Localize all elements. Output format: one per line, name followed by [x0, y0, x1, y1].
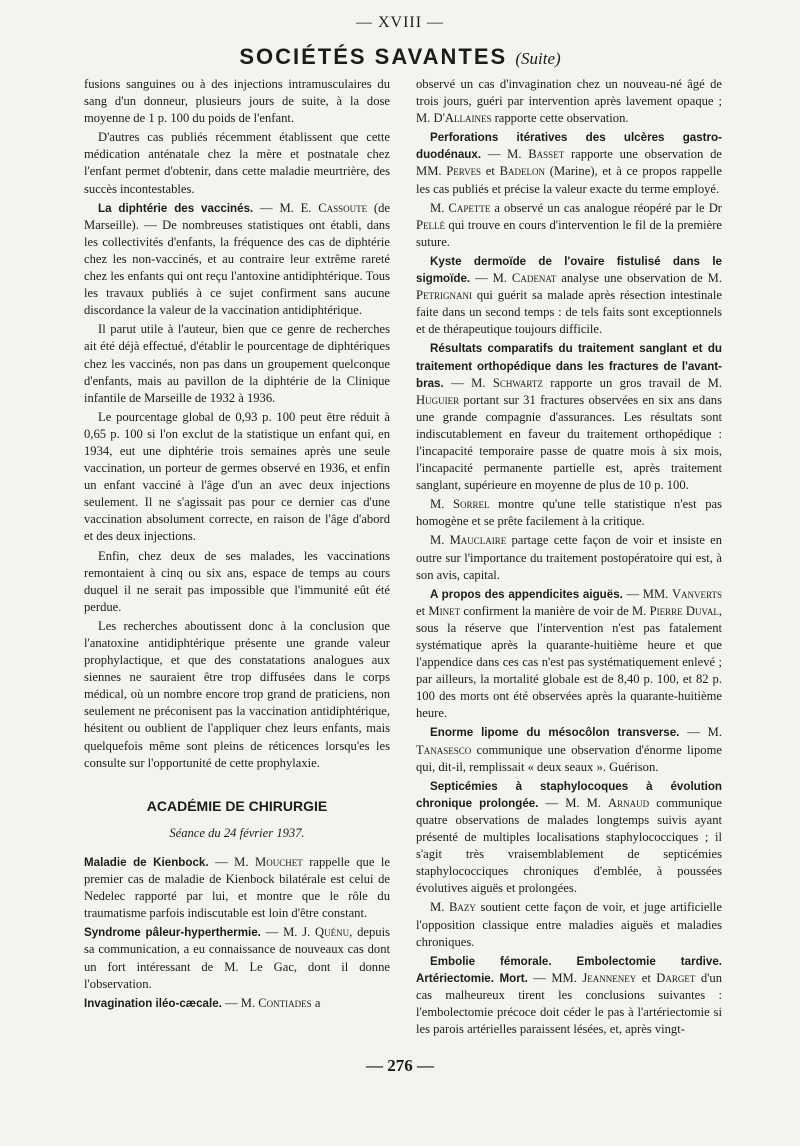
- section-title: La diphtérie des vaccinés.: [98, 201, 254, 215]
- academie-heading: ACADÉMIE DE CHIRURGIE: [146, 797, 328, 814]
- header-suffix: (Suite): [515, 49, 561, 68]
- author-name: Schwartz: [492, 375, 543, 390]
- section-kyste: Kyste dermoïde de l'ovaire fistulisé dans le sigmoïde. — M. Cadenat analyse une observation de M. Petrignani qui guérit sa malade après résection intestinale faite dans un second temps : de tels faits sont exceptionnels et de thérapeutique toujours difficile.: [416, 254, 723, 337]
- paragraph: fusions sanguines ou à des injections intramusculaires du sang d'un donneur, plusieurs jours de suite, à la dose moyenne de 1 p. 100 du poids de l'enfant.: [84, 77, 390, 126]
- section-title: Syndrome pâleur-hyperthermie.: [84, 926, 261, 940]
- author-name: J. Quénu: [302, 925, 350, 940]
- section-title: Invagination iléo-cæcale.: [84, 996, 222, 1010]
- author-name: Sorrel: [452, 497, 490, 512]
- section-title: Embolie fémorale. Embolectomie tardive. Artériectomie. Mort.: [416, 954, 722, 985]
- author-name: Basset: [528, 147, 565, 162]
- section-title: A propos des appendicites aiguës.: [430, 587, 623, 601]
- author-name: Jeanneney: [582, 970, 637, 985]
- author-name: Pellé: [416, 217, 445, 232]
- author-name: Pierre Duval: [649, 603, 719, 618]
- author-name: Capette: [448, 200, 491, 215]
- section-title: Résultats comparatifs du traitement sanglant et du traitement orthopédique dans les fractures de l'avant-bras.: [416, 342, 722, 390]
- author-name: Minet: [428, 603, 461, 618]
- author-name: Contiades: [258, 995, 312, 1010]
- author-name: Arnaud: [608, 795, 650, 810]
- paragraph: M. Sorrel montre qu'une telle statistique n'est pas homogène et se prête facilement à la critique.: [416, 497, 722, 529]
- section-perforations: Perforations itératives des ulcères gastro-duodénaux. — M. Basset rapporte une observation de MM. Perves et Badelon (Marine), et à ce propos rappelle les cas publiés et précise la valeur exacte du terme employé.: [416, 131, 722, 196]
- right-column: [416, 76, 722, 1040]
- section-title: Septicémies à staphylocoques à évolution chronique prolongée.: [416, 779, 722, 810]
- section-title: Maladie de Kienbock.: [84, 855, 209, 869]
- section-appendicites: A propos des appendicites aiguës. — MM. Vanverts et Minet confirment la manière de voir de M. Pierre Duval, sous la réserve que l'intervention n'est pas fatalement systématique après la quarante-huitième heure et que l'appendice dans ces cas n'est pas systématiquement enlevé ; par ailleurs, la mortalité globale est de 8,40 p. 100, et 82 p. 100 des morts ont été observées après la quarante-huitième heure.: [416, 586, 722, 721]
- section-title: Kyste dermoïde de l'ovaire fistulisé dans le sigmoïde.: [416, 254, 722, 286]
- seance-date: Séance du 24 février 1937.: [169, 825, 305, 840]
- author-name: D'Allaines: [433, 111, 492, 126]
- author-name: Mauclaire: [449, 533, 507, 548]
- section-kienbock: Maladie de Kienbock. — M. Mouchet rappelle que le premier cas de maladie de Kienbock bilatérale est celui de Nedelec rapporté par lui, et montre que le rôle du traumatisme parfois indiscutable est loin d'être constant.: [84, 854, 390, 921]
- section-syndrome: Syndrome pâleur-hyperthermie. — M. J. Quénu, depuis sa communication, a eu connaissance de nouveaux cas dont un fort intéressant de M. Le Gac, dont il donne l'observation.: [84, 925, 390, 991]
- page-number: — 276 —: [366, 1056, 434, 1075]
- author-name: Darget: [656, 970, 696, 985]
- paragraph: M. Mauclaire partage cette façon de voir et insiste en outre sur l'importance du traitement postopératoire qui est, à son avis, capital.: [416, 533, 723, 582]
- left-column: [84, 76, 390, 1014]
- section-resultats: Résultats comparatifs du traitement sanglant et du traitement orthopédique dans les fractures de l'avant-bras. — M. Schwartz rapporte un gros travail de M. Huguier portant sur 31 fractures observées en six ans dans une grande compagnie d'assurances. Les résultats sont indiscutablement en faveur du traitement orthopédique : l'incapacité temporaire passe de quatre mois à six mois, l'incapacité permanente partielle est, après traitement sanglant, supérieure en moyenne de plus de 10 p. 100.: [416, 342, 722, 493]
- section-embolie: Embolie fémorale. Embolectomie tardive. Artériectomie. Mort. — MM. Jeanneney et Darget d'un cas malheureux tirent les conclusions suivantes : l'embolectomie précoce doit céder le pas à l'artériectomie si les parois artérielles paraissent lésées, et, après vingt-: [416, 954, 722, 1037]
- paragraph: Il parut utile à l'auteur, bien que ce genre de recherches ait été déjà effectué, d'établir le pourcentage de diphtériques chez les vaccinés, non pas dans un groupement quelconque d'enfants, mais au pavillon de la diphtérie de la Clinique infantile de Marseille de 1932 à 1936.: [84, 322, 390, 405]
- paragraph: Les recherches aboutissent donc à la conclusion que l'anatoxine antidiphtérique présente une grande valeur prophylactique, et que des constatations analogues aux siennes ne sauraient être trop diffusées dans le corps médical, où un nombre encore trop grand de praticiens, non seulement ne préconisent pas la vaccination antidiphtérique, hésitent ou oublient de l'appliquer chez leurs enfants, mais quelquefois même sont pleins de réticences lorsqu'es les consulte sur l'opportunité de cette prophylaxie.: [84, 618, 390, 770]
- section-lipome: Enorme lipome du mésocôlon transverse. — M. Tanasesco communique une observation d'énorme lipome qui, dit-il, remplissait « deux seaux ». Guérison.: [416, 725, 722, 774]
- section-header: [0, 44, 800, 70]
- author-name: E. Cassoute: [300, 200, 368, 215]
- paragraph: M. Bazy soutient cette façon de voir, et juge artificielle l'opposition classique entre maladies aiguës et maladies chroniques.: [416, 900, 722, 949]
- author-name: Badelon: [499, 164, 546, 179]
- paragraph: observé un cas d'invagination chez un nouveau-né âgé de trois jours, guéri par intervention après lavement opaque ; M. D'Allaines rapporte cette observation.: [416, 77, 722, 126]
- section-title: Enorme lipome du mésocôlon transverse.: [430, 726, 680, 740]
- section-title: Perforations itératives des ulcères gastro-duodénaux.: [416, 131, 722, 162]
- paragraph: Le pourcentage global de 0,93 p. 100 peut être réduit à 0,65 p. 100 si l'on exclut de la statistique un enfant qui, en 1934, eut une diphtérie trois semaines après une seule vaccination, un porteur de germes observé en 1936, et enfin un enfant vacciné à l'âge d'un an avec deux injections seulement. Il ne s'agissait pas pour ce dernier cas d'une vaccination absolument correcte, en raison de l'âge d'abord et des deux injections.: [84, 409, 390, 544]
- paragraph: Enfin, chez deux de ses malades, les vaccinations remontaient à cinq ou six ans, espace de temps au cours duquel il ne serait pas impossible que l'immunité eût été perdue.: [84, 548, 390, 614]
- paragraph: D'autres cas publiés récemment établissent que cette médication anténatale chez la mère et postnatale chez l'enfant permet d'obtenir, dans cette maladie meurtrière, des succès incontestables.: [84, 130, 390, 196]
- roman-page-number: — XVIII —: [355, 14, 445, 31]
- author-name: Bazy: [449, 900, 476, 915]
- author-name: Huguier: [416, 392, 460, 407]
- section-septicemies: Septicémies à staphylocoques à évolution chronique prolongée. — M. M. Arnaud communique quatre observations de malades longtemps suivis ayant présenté de multiples localisations staphylococciques ; il s'agit très vraisemblablement de septicémies staphylococciques chroniques d'emblée, à poussées évolutives aiguës et prolongées.: [416, 779, 722, 896]
- section-invagination: Invagination iléo-cæcale. — M. Contiades a: [84, 995, 321, 1010]
- author-name: Mouchet: [255, 854, 303, 869]
- author-name: Vanverts: [671, 586, 722, 601]
- author-name: Tanasesco: [416, 742, 472, 757]
- header-title: SOCIÉTÉS SAVANTES: [239, 44, 508, 69]
- paragraph: M. Capette a observé un cas analogue réopéré par le Dr Pellé qui trouve en cours d'intervention le fil de la première suture.: [416, 200, 722, 249]
- section-diphterie: La diphtérie des vaccinés. — M. E. Cassoute (de Marseille). — De nombreuses statistiques ont établi, dans les collectivités d'enfants, la fréquence des cas de diphtérie chez les non-vaccinés, et au contraire leur extrême rareté chez les enfants qui ont reçu l'antoxine antidiphtérique. Tous les travaux publiés à ce sujet confirment sans aucune discordance la valeur de la vaccination antidiphtérique.: [84, 200, 390, 318]
- author-name: Perves: [446, 164, 482, 179]
- author-name: Petrignani: [416, 288, 472, 303]
- author-name: Cadenat: [511, 271, 557, 286]
